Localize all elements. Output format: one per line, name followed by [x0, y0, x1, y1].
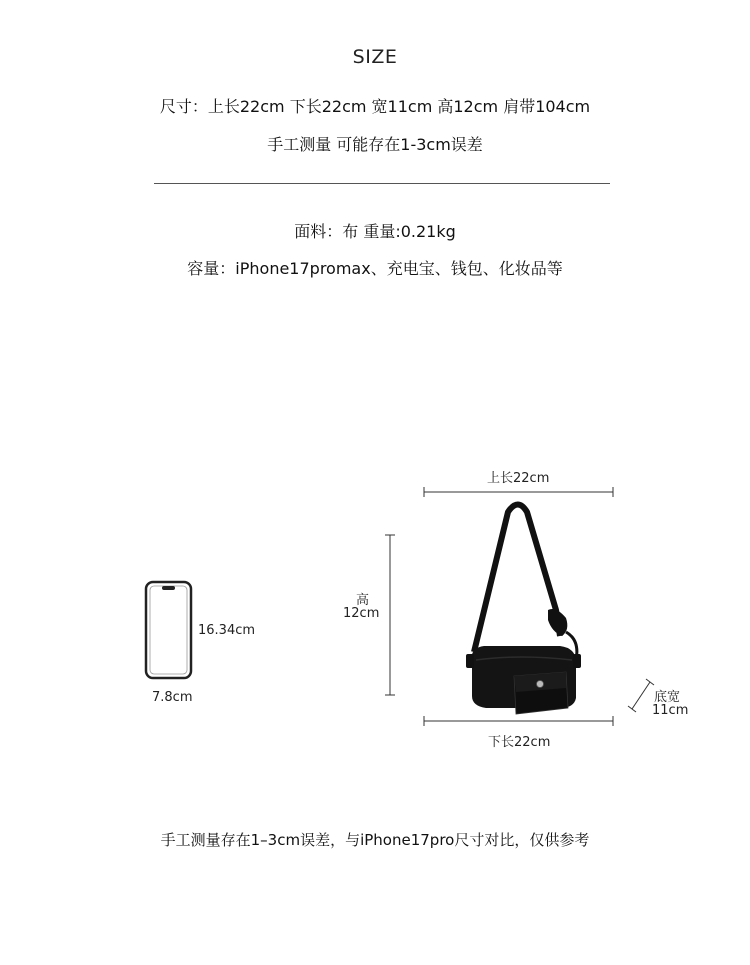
dimensions-text: 尺寸：上长22cm 下长22cm 宽11cm 高12cm 肩带104cm — [159, 97, 591, 116]
capacity-text: 容量：iPhone17promax、充电宝、钱包、化妆品等 — [187, 259, 563, 278]
pouch-icon — [514, 672, 568, 714]
bag-bottom-width-line2: 11cm — [652, 703, 689, 718]
bag-top-length-label: 上长22cm — [487, 471, 550, 486]
footer-note: 手工测量存在1–3cm误差，与iPhone17pro尺寸对比，仅供参考 — [160, 831, 590, 849]
phone-icon — [146, 582, 191, 678]
material-weight-text: 面料：布 重量:0.21kg — [294, 222, 456, 241]
size-title: SIZE — [352, 46, 398, 68]
depth-dimension-line — [628, 679, 654, 712]
bottom-length-dimension-line — [424, 716, 613, 726]
measure-note: 手工测量 可能存在1-3cm误差 — [267, 135, 483, 154]
bag-bottom-width-line1: 底宽 — [654, 690, 681, 705]
bag-bottom-length-label: 下长22cm — [488, 735, 551, 750]
top-length-dimension-line — [424, 487, 613, 497]
phone-width-label: 7.8cm — [152, 690, 193, 705]
bag-height-label-line2: 12cm — [343, 606, 380, 621]
height-dimension-line — [385, 535, 395, 695]
bag-height-label-line1: 高 — [356, 593, 370, 608]
phone-height-label: 16.34cm — [198, 623, 256, 638]
